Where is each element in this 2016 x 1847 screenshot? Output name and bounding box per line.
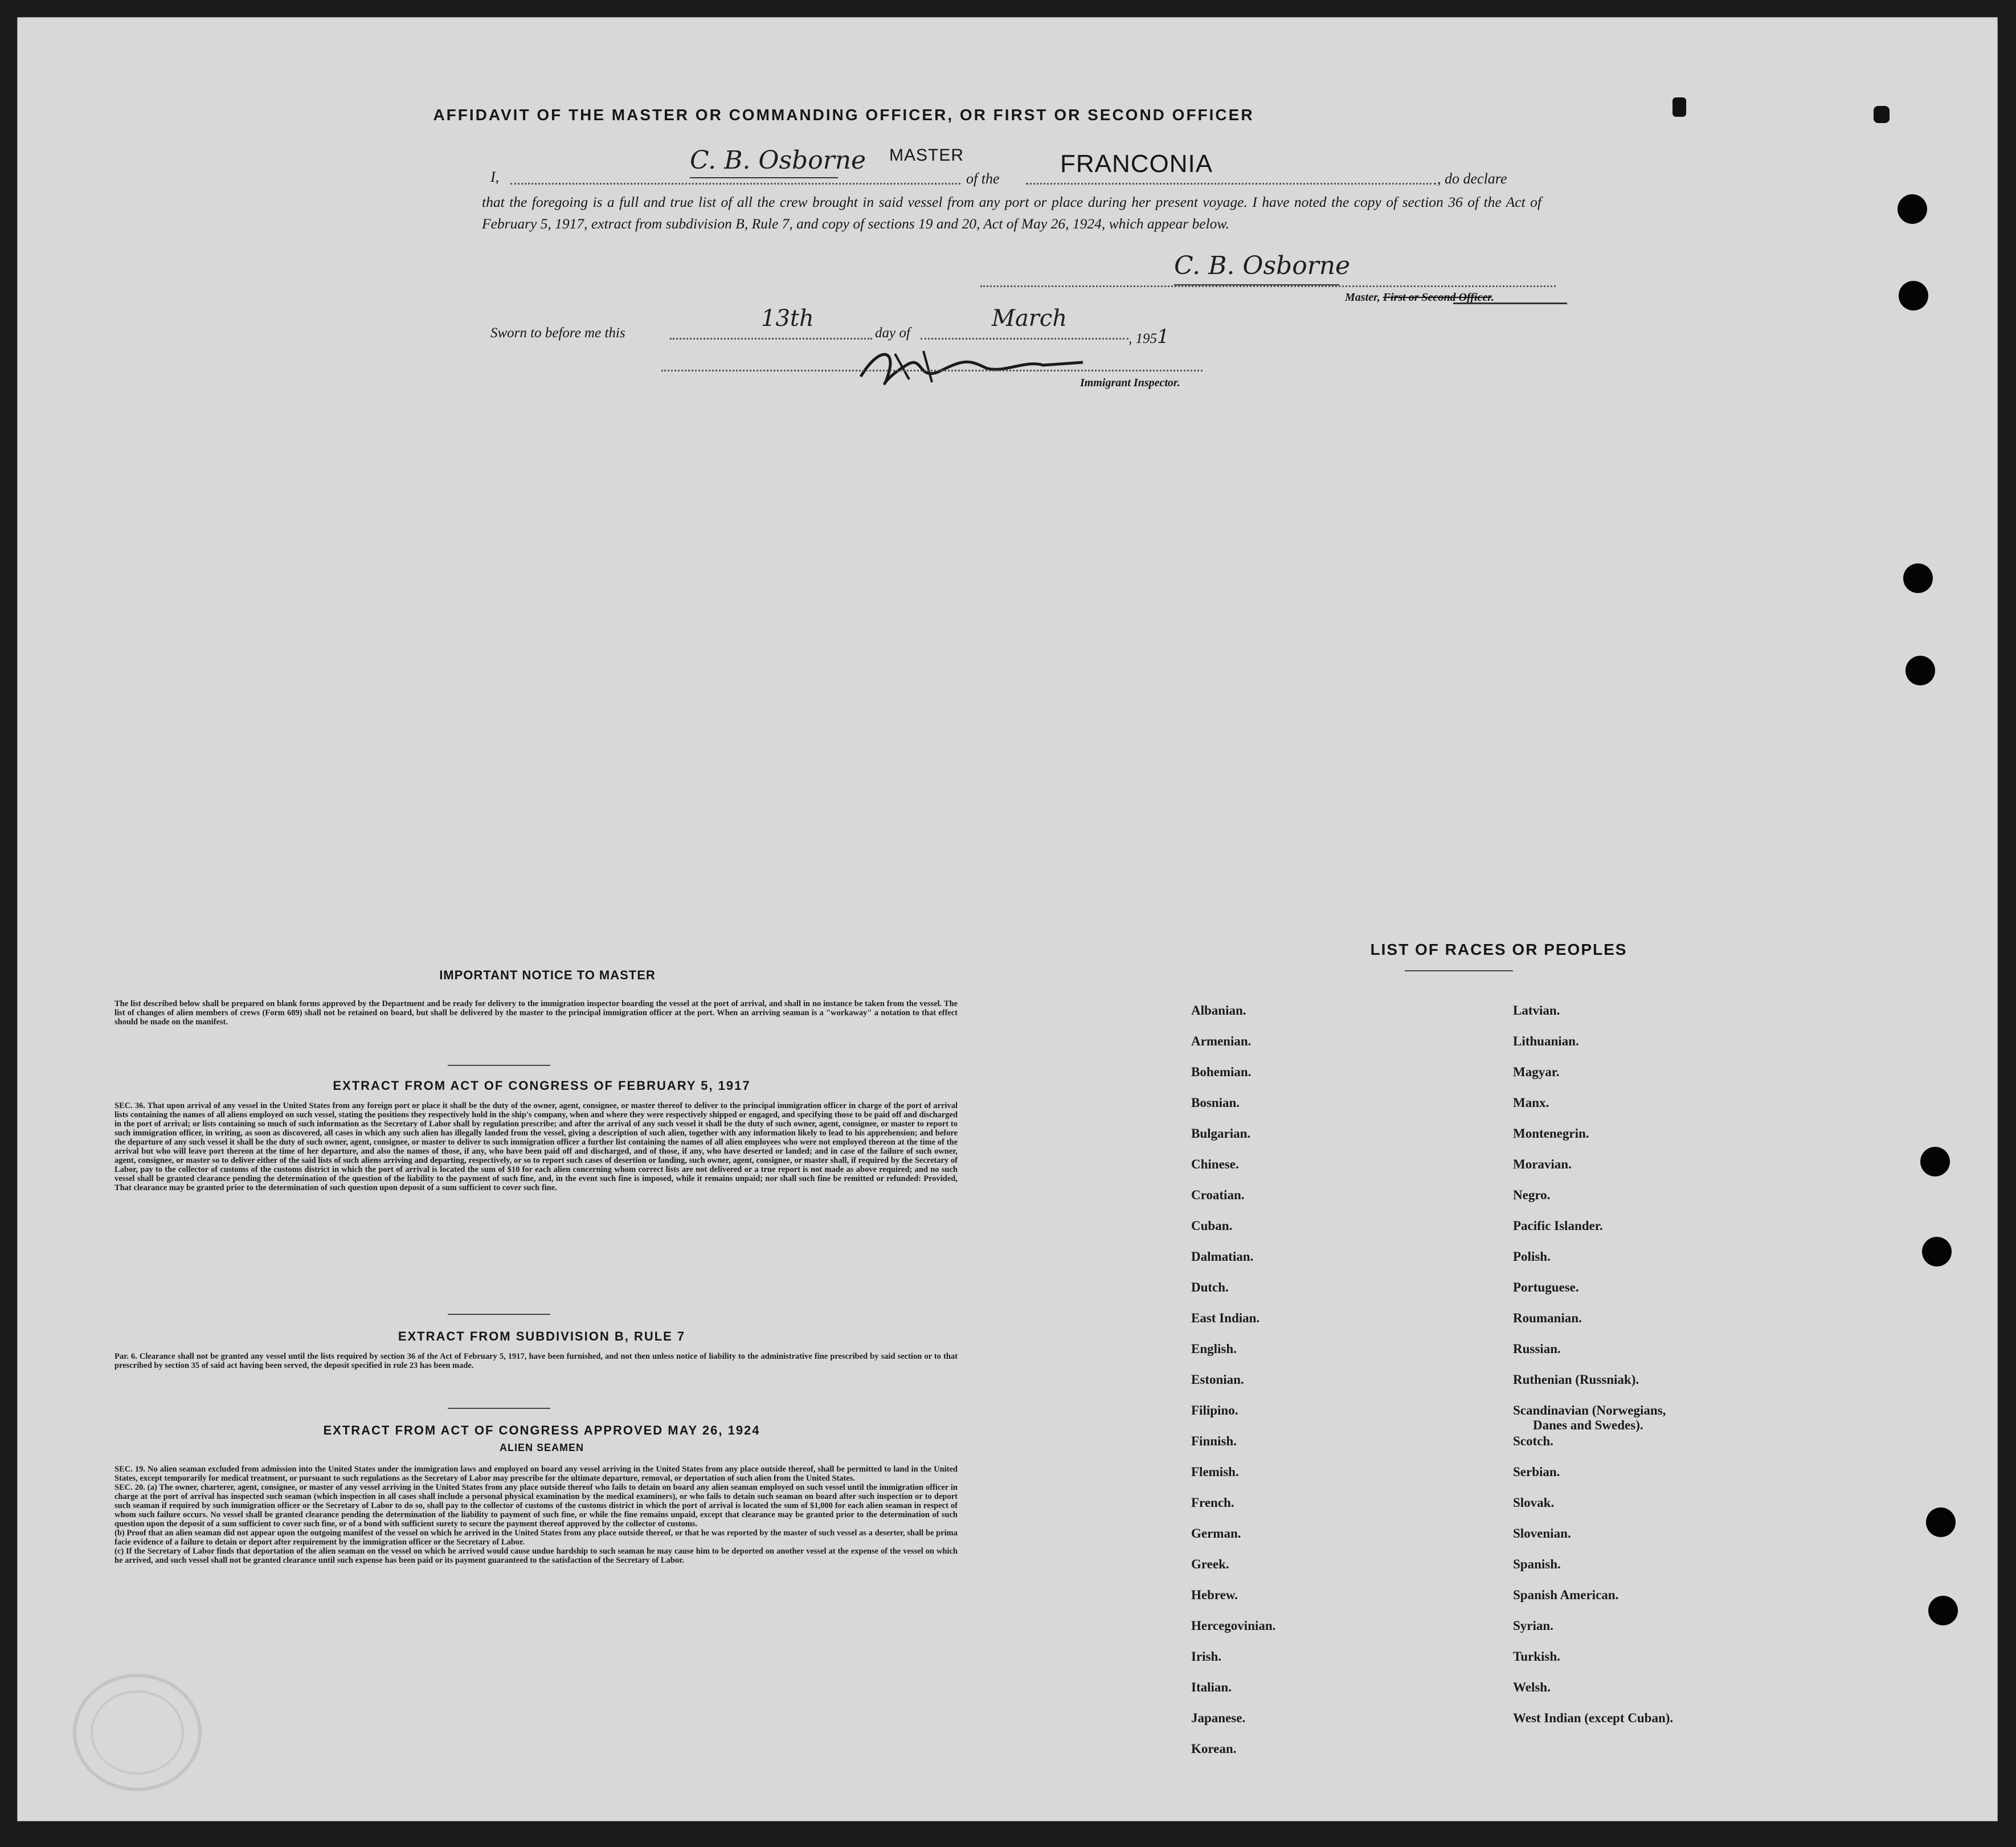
race-item: Scandinavian (Norwegians, [1513, 1403, 1666, 1417]
extract-1924-subtitle: ALIEN SEAMEN [499, 1442, 584, 1453]
master-caption-prefix: Master, [1345, 291, 1383, 304]
divider [448, 1408, 550, 1409]
day-of-label: day of [875, 325, 910, 341]
extract-1917-body: SEC. 36. That upon arrival of any vessel in the United States from any foreign port or place it shall be the duty of the owner, agent, consignee, or master thereof to deliver to the principal immigration officer in charge of the port of arrival lists containing the names of all aliens employed on such vessel, stating the positions they respectively hold in the ship's company, when and where they were respectively shipped or engaged, and specifying those to be paid off and discharged in the port of arrival; or lists containing so much of such information as the Secretary of Labor shall by regulation prescribe; and after the arrival of any such vessel it shall be the duty of such owner, agent, consignee, or master to report to such immigration officer, in writing, as soon as discovered, all cases in which any such alien has illegally landed from the vessel, giving a description of such alien, together with any information likely to lead to his apprehension; and before the departure of any such vessel it shall be the duty of such owner, agent, consignee, or master to deliver to such immigration officer a further list containing the names of all alien employees who were not employed thereon at the time of the arrival but who will leave port thereon at the time of her departure, and also the names of those, if any, who have been paid off and discharged, and of those, if any, who have deserted or landed; and in case of the failure of such owner, agent, consignee, or master so to deliver either of the said lists of such aliens arriving and departing, respectively, or so to report such cases of desertion or landing, such owner, agent, consignee, or master shall, if required by the Secretary of Labor, pay to the collector of customs of the customs district in which the port of arrival is located the sum of $10 for each alien concerning whom correct lists are not delivered or a true report is not made as above required; and no such vessel shall be granted clearance pending the determination of the question of the liability to the payment of such fine, and, in the event such fine is imposed, while it remains unpaid; nor shall such fine be remitted or refunded: Provided, That clearance may be granted prior to the determination of such question upon deposit of a sum sufficient to cover such fine. [115, 1101, 958, 1192]
race-item: Korean. [1191, 1742, 1237, 1756]
race-item: Ruthenian (Russniak). [1513, 1372, 1639, 1387]
sworn-month-line [921, 338, 1128, 340]
binder-hole [1922, 1237, 1952, 1266]
race-item: Bosnian. [1191, 1096, 1240, 1110]
sworn-year-prefix: , 195 [1128, 331, 1157, 346]
race-item: Manx. [1513, 1096, 1549, 1110]
race-item: Montenegrin. [1513, 1126, 1589, 1141]
i-label: I, [490, 169, 500, 185]
extract-1924-body [115, 1465, 958, 1565]
sworn-day: 13th [761, 305, 814, 332]
race-item: Filipino. [1191, 1403, 1238, 1417]
race-item: Croatian. [1191, 1188, 1245, 1202]
race-item: Finnish. [1191, 1434, 1237, 1448]
race-item: Albanian. [1191, 1003, 1246, 1018]
sworn-label: Sworn to before me this [490, 325, 625, 341]
race-item: Welsh. [1513, 1680, 1551, 1694]
race-item: Cuban. [1191, 1219, 1233, 1233]
race-item: Irish. [1191, 1649, 1222, 1664]
race-item: French. [1191, 1495, 1234, 1510]
race-item: Bohemian. [1191, 1065, 1252, 1079]
race-item: Italian. [1191, 1680, 1232, 1694]
sec-20a: SEC. 20. (a) The owner, charterer, agent, consignee, or master of any vessel arriving in the United States from any place outside thereof who fails to detain on board any alien seaman employed on such vessel until the immigration officer in charge at the port of arrival has inspected such seaman (which inspection in all cases shall include a personal physical examination by the medical examiners), or who fails to detain such seaman on board after such inspection or to deport such seaman if required by such immigration officer or the Secretary of Labor to do so, shall pay to the collector of customs of the customs district in which the port of arrival is located the sum of $1,000 for each alien seaman in respect of whom such failure occurs. No vessel shall be granted clearance pending the determination of the liability to payment of such fine, or while the fine remains unpaid, except that clearance may be granted prior to the determination of such question upon the deposit of a sum sufficient to cover such fine, or of a bond with sufficient surety to secure the payment thereof approved by the collector of customs. [115, 1483, 958, 1529]
of-the-label: of the [966, 170, 1000, 187]
race-item: Polish. [1513, 1249, 1551, 1264]
embossed-seal [69, 1670, 206, 1795]
race-item: Syrian. [1513, 1619, 1553, 1633]
sworn-month: March [992, 305, 1068, 332]
races-divider [1405, 970, 1513, 971]
race-item: Scotch. [1513, 1434, 1553, 1448]
rank-typed: MASTER [889, 146, 964, 165]
sec-19: SEC. 19. No alien seaman excluded from admission into the United States under the immigration laws and employed on board any vessel arriving in the United States from any place outside thereof, shall be permitted to land in the United States, except temporarily for medical treatment, or pursuant to such regulations as the Secretary of Labor may prescribe for the ultimate departure, removal, or deportation of such alien from the United States. [115, 1465, 958, 1483]
notice-body: The list described below shall be prepared on blank forms approved by the Department and be ready for delivery to the immigration inspector boarding the vessel at the port of arrival, and shall in no instance be taken from the vessel. The list of changes of alien members of crews (Form 689) shall not be retained on board, but shall be delivered by the master to the principal immigration officer at the port. When an arriving seaman is a "workaway" a notation to that effect should be made on the manifest. [115, 999, 958, 1027]
vessel-line [1026, 183, 1436, 185]
race-item: Roumanian. [1513, 1311, 1582, 1325]
notice-title: IMPORTANT NOTICE TO MASTER [439, 968, 656, 982]
race-item: Greek. [1191, 1557, 1229, 1571]
race-item: Japanese. [1191, 1711, 1246, 1725]
binder-hole [1905, 656, 1935, 685]
race-item: Spanish. [1513, 1557, 1561, 1571]
binder-hole [1898, 194, 1927, 224]
race-item: West Indian (except Cuban). [1513, 1711, 1674, 1725]
races-title: LIST OF RACES OR PEOPLES [1370, 941, 1627, 958]
master-caption-struck: First or Second Officer [1383, 291, 1491, 304]
race-item: Lithuanian. [1513, 1034, 1579, 1048]
inspector-signature [855, 342, 1094, 388]
race-item: Moravian. [1513, 1157, 1572, 1171]
divider [448, 1065, 550, 1066]
vessel-name: FRANCONIA [1060, 150, 1213, 178]
extract-1917-title: EXTRACT FROM ACT OF CONGRESS OF FEBRUARY 5, 1917 [333, 1078, 751, 1093]
race-item: Spanish American. [1513, 1588, 1619, 1602]
master-caption-suffix: . [1491, 291, 1494, 304]
sworn-year [1128, 325, 1169, 348]
affidavit-body: that the foregoing is a full and true list of all the crew brought in said vessel from any port or place during her present voyage. I have noted the copy of section 36 of the Act of February 5, 1917, extract from subdivision B, Rule 7, and copy of sections 19 and 20, Act of May 26, 1924, which appear below. [482, 194, 1541, 232]
race-item: Turkish. [1513, 1649, 1560, 1664]
race-item: Slovenian. [1513, 1526, 1571, 1540]
divider [448, 1314, 550, 1315]
race-item: Danes and Swedes). [1533, 1418, 1643, 1432]
binder-hole [1928, 1596, 1958, 1625]
race-item: Dutch. [1191, 1280, 1229, 1294]
race-item: Chinese. [1191, 1157, 1239, 1171]
punch-mark [1672, 97, 1686, 117]
inspector-caption: Immigrant Inspector. [1080, 377, 1180, 389]
race-item: Negro. [1513, 1188, 1551, 1202]
punch-mark [1874, 106, 1890, 123]
binder-hole [1899, 281, 1928, 310]
race-item: Latvian. [1513, 1003, 1560, 1018]
sworn-year-digit: 1 [1157, 325, 1169, 348]
race-item: Flemish. [1191, 1465, 1239, 1479]
binder-hole [1920, 1147, 1950, 1176]
affidavit-title: AFFIDAVIT OF THE MASTER OR COMMANDING OFFICER, OR FIRST OR SECOND OFFICER [433, 106, 1254, 124]
race-item: Hebrew. [1191, 1588, 1238, 1602]
name-underline [690, 177, 838, 178]
document-sheet [17, 17, 1998, 1821]
race-item: Russian. [1513, 1342, 1561, 1356]
master-signature-line [980, 285, 1556, 287]
race-item: German. [1191, 1526, 1241, 1540]
caption-underline [1453, 303, 1567, 304]
do-declare-label: , do declare [1437, 170, 1507, 187]
race-item: Armenian. [1191, 1034, 1252, 1048]
sec-20b: (b) Proof that an alien seaman did not appear upon the outgoing manifest of the vessel on which he arrived in the United States from any place outside thereof, or that he was reported by the master of such vessel as a deserter, shall be prima facie evidence of a failure to detain or deport after requirement by the immigration officer or the Secretary of Labor. [115, 1529, 958, 1547]
master-signature: C. B. Osborne [1174, 251, 1351, 280]
race-item: Portuguese. [1513, 1280, 1579, 1294]
inspector-signature-alt: [illegible signature] [855, 342, 860, 343]
binder-hole [1903, 563, 1933, 593]
binder-hole [1926, 1507, 1956, 1537]
sworn-day-line [670, 338, 872, 340]
race-item: Estonian. [1191, 1372, 1244, 1387]
race-item: East Indian. [1191, 1311, 1260, 1325]
race-item: Slovak. [1513, 1495, 1555, 1510]
race-item: Hercegovinian. [1191, 1619, 1276, 1633]
extract-rule7-title: EXTRACT FROM SUBDIVISION B, RULE 7 [398, 1329, 686, 1343]
extract-rule7-body: Par. 6. Clearance shall not be granted any vessel until the lists required by section 36 of the Act of February 5, 1917, have been furnished, and not then unless notice of liability to the administrative fine prescribed by said section or to that prescribed by section 35 of said act having been served, the deposit specified in rule 23 has been made. [115, 1352, 958, 1370]
inspector-line [661, 370, 1203, 371]
race-item: Magyar. [1513, 1065, 1560, 1079]
race-item: Pacific Islander. [1513, 1219, 1603, 1233]
extract-1924-title: EXTRACT FROM ACT OF CONGRESS APPROVED MAY 26, 1924 [323, 1423, 760, 1437]
race-item: Bulgarian. [1191, 1126, 1251, 1141]
race-item: Serbian. [1513, 1465, 1560, 1479]
name-line [510, 183, 960, 185]
race-item: English. [1191, 1342, 1237, 1356]
race-item: Dalmatian. [1191, 1249, 1254, 1264]
sec-20c: (c) If the Secretary of Labor finds that deportation of the alien seaman on the vessel on which he arrived would cause undue hardship to such seaman he may cause him to be deported on another vessel at the expense of the vessel on which he arrived, and such vessel shall not be granted clearance until such expense has been paid or its payment guaranteed to the satisfaction of the Secretary of Labor. [115, 1547, 958, 1565]
master-name-handwritten: C. B. Osborne [690, 146, 866, 175]
